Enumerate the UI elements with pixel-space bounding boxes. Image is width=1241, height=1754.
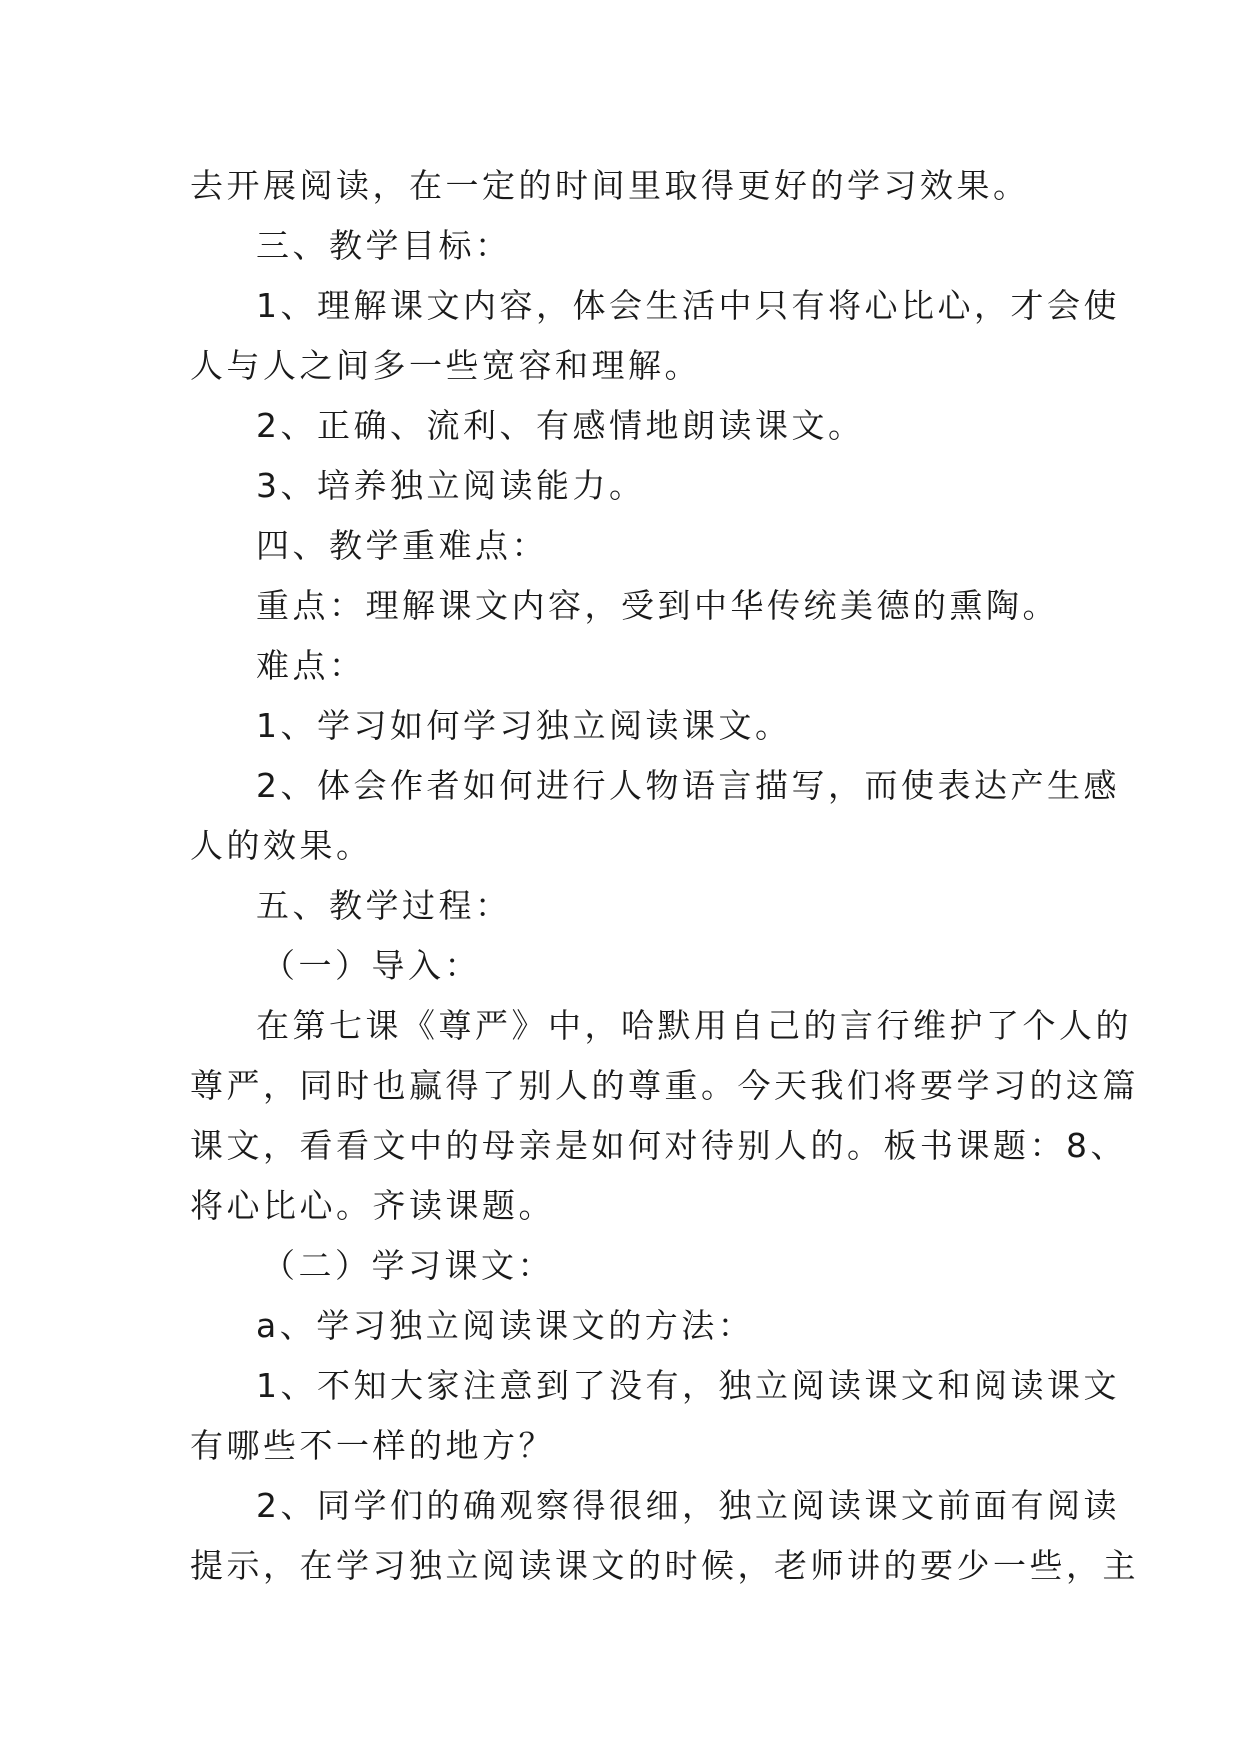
paragraph-line: 重点：理解课文内容，受到中华传统美德的熏陶。 xyxy=(256,586,1059,625)
paragraph-line: 人的效果。 xyxy=(190,826,373,865)
paragraph-line: 课文，看看文中的母亲是如何对待别人的。板书课题：8、 xyxy=(190,1126,1127,1165)
subsection-heading: （二）学习课文： xyxy=(262,1246,554,1285)
list-item: 2、同学们的确观察得很细，独立阅读课文前面有阅读 xyxy=(256,1486,1120,1525)
paragraph-line: 提示，在学习独立阅读课文的时候，老师讲的要少一些，主 xyxy=(190,1546,1139,1585)
list-item: 2、体会作者如何进行人物语言描写，而使表达产生感 xyxy=(256,766,1120,805)
section-heading: 三、教学目标： xyxy=(256,226,512,265)
list-item: 1、学习如何学习独立阅读课文。 xyxy=(256,706,792,745)
section-heading: 五、教学过程： xyxy=(256,886,512,925)
list-item: 2、正确、流利、有感情地朗读课文。 xyxy=(256,406,865,445)
paragraph-line: 有哪些不一样的地方？ xyxy=(190,1426,555,1465)
list-item: 1、不知大家注意到了没有，独立阅读课文和阅读课文 xyxy=(256,1366,1120,1405)
paragraph-line: 在第七课《尊严》中，哈默用自己的言行维护了个人的 xyxy=(256,1006,1132,1045)
paragraph-line: 难点： xyxy=(256,646,366,685)
paragraph-line: 去开展阅读，在一定的时间里取得更好的学习效果。 xyxy=(190,166,1030,205)
paragraph-line: 人与人之间多一些宽容和理解。 xyxy=(190,346,701,385)
subsection-heading: （一）导入： xyxy=(262,946,481,985)
paragraph-line: 尊严，同时也赢得了别人的尊重。今天我们将要学习的这篇 xyxy=(190,1066,1139,1105)
list-item: 3、培养独立阅读能力。 xyxy=(256,466,646,505)
paragraph-line: a、学习独立阅读课文的方法： xyxy=(256,1306,755,1345)
section-heading: 四、教学重难点： xyxy=(256,526,548,565)
list-item: 1、理解课文内容，体会生活中只有将心比心，才会使 xyxy=(256,286,1120,325)
paragraph-line: 将心比心。齐读课题。 xyxy=(190,1186,555,1225)
